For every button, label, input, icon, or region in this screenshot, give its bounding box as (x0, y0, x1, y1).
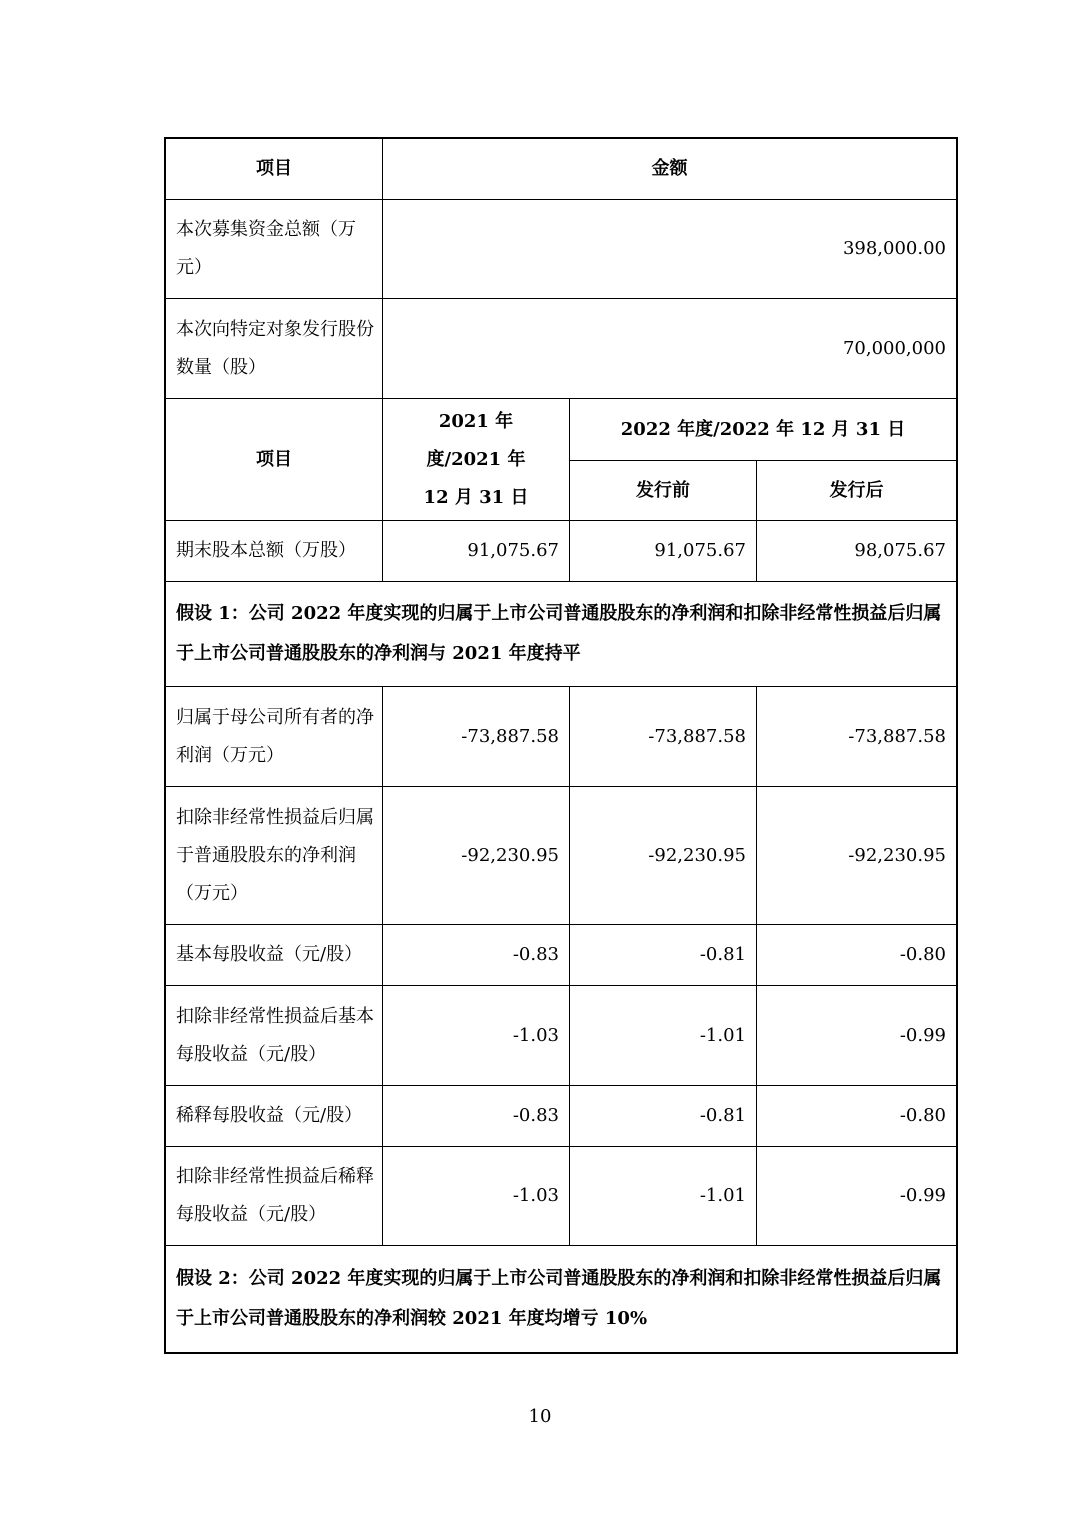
value-before: -1.01 (699, 1024, 746, 1046)
value-after: -0.99 (899, 1185, 946, 1206)
label-text: 归属于母公司所有者的净利润（万元） (176, 706, 374, 766)
capital-after: 98,075.67 (854, 540, 946, 561)
value-2021: -0.83 (512, 944, 559, 965)
value-after: -0.80 (899, 944, 946, 965)
header-amount: 金额 (651, 158, 688, 179)
value-2021: -92,230.95 (461, 844, 559, 866)
row-label (166, 1147, 382, 1245)
value-after: -73,887.58 (848, 725, 946, 747)
value-2021: -1.03 (512, 1185, 559, 1206)
row-label (166, 787, 382, 924)
label-text: 基本每股收益（元/股） (176, 944, 363, 965)
capital-2021: 91,075.67 (467, 540, 559, 561)
value-2021: -0.83 (512, 1105, 559, 1126)
header-item-2: 项目 (256, 448, 292, 470)
label-text: 扣除非经常性损益后归属于普通股股东的净利润（万元） (176, 806, 374, 904)
value-before: -0.81 (699, 1105, 746, 1126)
label-text: 扣除非经常性损益后基本每股收益（元/股） (176, 1005, 374, 1065)
row-value: 70,000,000 (842, 337, 946, 359)
label-text: 本次向特定对象发行股份数量（股） (176, 318, 374, 378)
row-label (166, 200, 382, 298)
row-label (166, 299, 382, 398)
value-before: -1.01 (699, 1185, 746, 1206)
value-before: -73,887.58 (648, 725, 746, 747)
label-text: 稀释每股收益（元/股） (176, 1105, 363, 1126)
header-2022: 2022 年度/2022 年 12 月 31 日 (620, 418, 906, 440)
row-label (166, 1086, 382, 1146)
row-label (166, 986, 382, 1085)
capital-label: 期末股本总额（万股） (176, 540, 356, 561)
value-before: -0.81 (699, 944, 746, 965)
value-before: -92,230.95 (648, 844, 746, 866)
header-item: 项目 (256, 158, 292, 179)
value-after: -0.99 (899, 1024, 946, 1046)
page-number: 10 (528, 1406, 552, 1427)
capital-before: 91,075.67 (654, 540, 746, 561)
header-after: 发行后 (829, 479, 884, 501)
value-2021: -73,887.58 (461, 725, 559, 747)
assumption-2: 假设 2：公司 2022 年度实现的归属于上市公司普通股股东的净利润和扣除非经常性损益后归属于上市公司普通股股东的净利润较 2021 年度均增亏 10% (176, 1268, 942, 1329)
header-before: 发行前 (636, 479, 690, 501)
row-label (166, 687, 382, 786)
label-text: 扣除非经常性损益后稀释每股收益（元/股） (176, 1166, 374, 1225)
assumption-1: 假设 1：公司 2022 年度实现的归属于上市公司普通股股东的净利润和扣除非经常性损益后归属于上市公司普通股股东的净利润与 2021 年度持平 (176, 603, 942, 664)
value-after: -92,230.95 (848, 844, 946, 866)
row-value: 398,000.00 (842, 238, 946, 259)
value-after: -0.80 (899, 1105, 946, 1126)
header-2021: 2021 年度/2021 年 12 月 31 日 (423, 410, 529, 508)
label-text: 本次募集资金总额（万元） (176, 219, 356, 278)
value-2021: -1.03 (512, 1024, 559, 1046)
row-label (166, 925, 382, 985)
